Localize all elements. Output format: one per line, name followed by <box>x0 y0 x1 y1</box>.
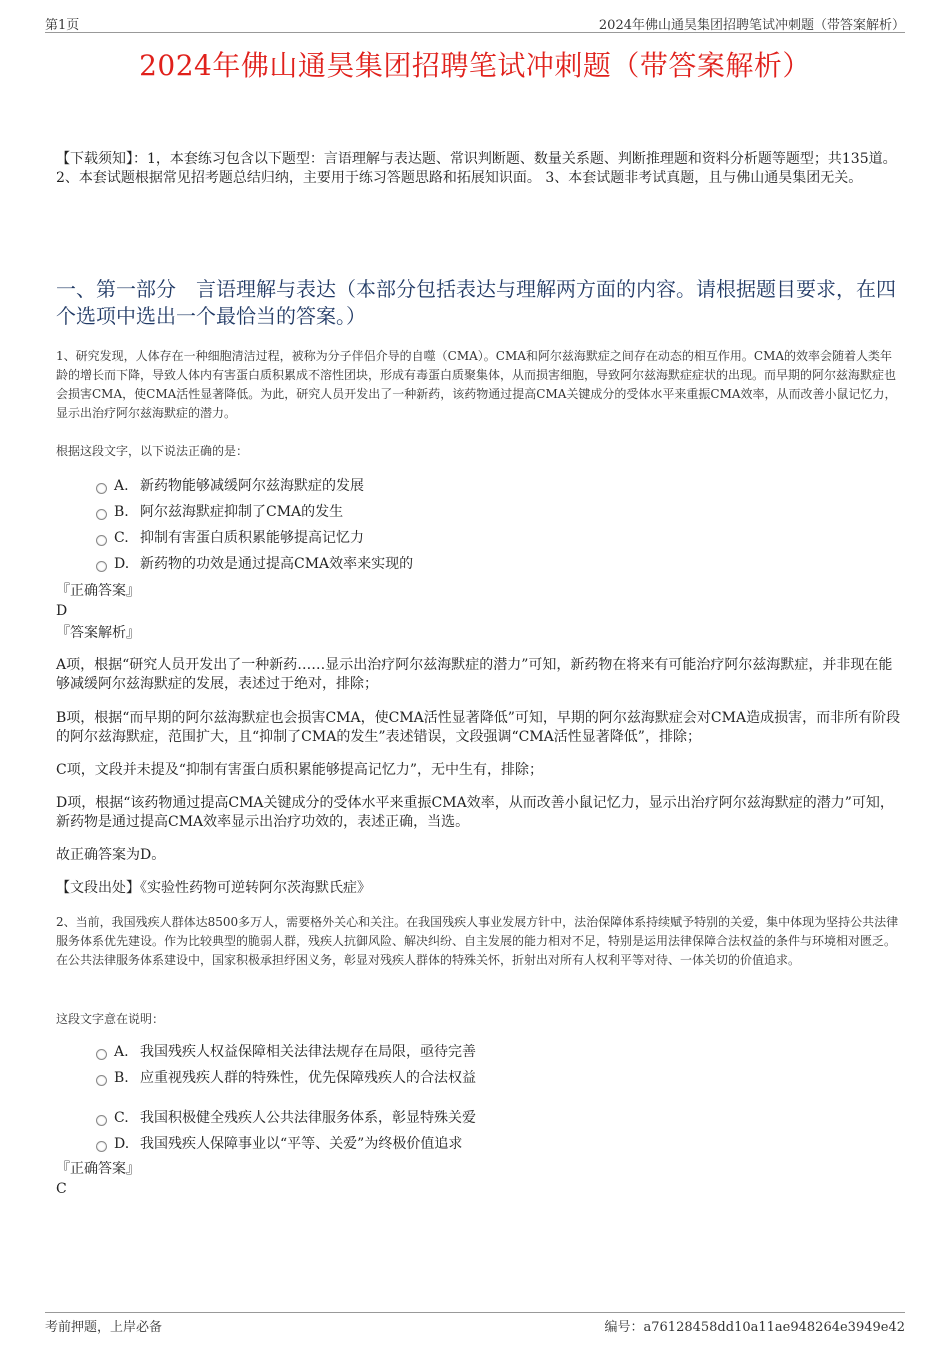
download-notice: 【下载须知】：1，本套练习包含以下题型：言语理解与表达题、常识判断题、数量关系题、判断推理题和资料分析题等题型；共135道。 2、本套试题根据常见招考题总结归纳，主要用于练习答题思路和拓展知识面。 3、本套试题非考试真题，且与佛山通昊集团无关。 <box>56 151 897 186</box>
section-heading: 一、第一部分 言语理解与表达（本部分包括表达与理解两方面的内容。请根据题目要求，在四个选项中选出一个最恰当的答案。） <box>56 277 896 328</box>
option-letter: A. <box>114 1044 129 1060</box>
page-header <box>45 14 905 33</box>
footer-slogan: 考前押题，上岸必备 <box>45 1320 163 1335</box>
option-letter: C. <box>114 1110 129 1126</box>
footer-code: 编号：a76128458dd10a11ae948264e3949e42 <box>604 1320 905 1335</box>
q1-conclusion: 故正确答案为D。 <box>56 847 166 863</box>
radio-icon[interactable] <box>96 509 107 520</box>
radio-icon[interactable] <box>96 561 107 572</box>
page-footer <box>45 1312 905 1333</box>
q1-option-c[interactable] <box>96 528 413 554</box>
question-2-prompt: 这段文字意在说明： <box>56 1012 165 1026</box>
q1-source: 【文段出处】《实验性药物可逆转阿尔茨海默氏症》 <box>56 880 371 896</box>
q1-analysis-d: D项，根据“该药物通过提高CMA关键成分的受体水平来重振CMA效率，从而改善小鼠记忆力，显示出治疗阿尔兹海默症的潜力”可知，新药物是通过提高CMA效率显示出治疗功效的，表述正确，当选。 <box>56 795 894 830</box>
option-letter: D. <box>114 1136 130 1152</box>
page-title: 2024年佛山通昊集团招聘笔试冲刺题（带答案解析） <box>139 49 811 82</box>
q1-option-a[interactable] <box>96 476 413 502</box>
radio-icon[interactable] <box>96 1049 107 1060</box>
q1-analysis-label: 『答案解析』 <box>56 625 140 641</box>
option-text: 抑制有害蛋白质积累能够提高记忆力 <box>140 530 364 546</box>
option-text: 我国残疾人保障事业以“平等、关爱”为终极价值追求 <box>140 1136 463 1152</box>
q2-option-b[interactable] <box>96 1068 476 1094</box>
option-text: 我国残疾人权益保障相关法律法规存在局限，亟待完善 <box>140 1044 476 1060</box>
q1-analysis-a: A项，根据“研究人员开发出了一种新药……显示出治疗阿尔兹海默症的潜力”可知，新药物在将来有可能治疗阿尔兹海默症，并非现在能够减缓阿尔兹海默症的发展，表述过于绝对，排除； <box>56 657 893 692</box>
question-2-options <box>96 1042 476 1160</box>
question-2-stem: 2、当前，我国残疾人群体达8500多万人，需要格外关心和关注。在我国残疾人事业发展方针中，法治保障体系持续赋予特别的关爱，集中体现为坚持公共法律服务体系优先建设。作为比较典型的脆弱人群，残疾人抗御风险、解决纠纷、自主发展的能力相对不足，特别是运用法律保障合法权益的条件与环境相对匮乏。在公共法律服务体系建设中，国家积极承担纾困义务，彰显对残疾人群体的特殊关怀，折射出对所有人权利平等对待、一体关切的价值追求。 <box>56 915 899 967</box>
q2-option-a[interactable] <box>96 1042 476 1068</box>
page-number: 第1页 <box>45 18 80 33</box>
q1-answer: D <box>56 603 68 619</box>
option-text: 新药物的功效是通过提高CMA效率来实现的 <box>140 556 414 572</box>
question-1-options <box>96 476 413 580</box>
q1-option-b[interactable] <box>96 502 413 528</box>
q1-answer-label: 『正确答案』 <box>56 583 140 599</box>
option-letter: D. <box>114 556 130 572</box>
radio-icon[interactable] <box>96 535 107 546</box>
option-letter: B. <box>114 504 129 520</box>
q1-analysis-b: B项，根据“而早期的阿尔兹海默症也会损害CMA，使CMA活性显著降低”可知，早期的阿尔兹海默症会对CMA造成损害，而非所有阶段的阿尔兹海默症，范围扩大，且“抑制了CMA的发生”表述错误，文段强调“CMA活性显著降低”，排除； <box>56 710 901 745</box>
q2-answer: C <box>56 1181 67 1197</box>
q2-option-d[interactable] <box>96 1134 476 1160</box>
question-1-stem: 1、研究发现，人体存在一种细胞清洁过程，被称为分子伴侣介导的自噬（CMA）。CMA和阿尔兹海默症之间存在动态的相互作用。CMA的效率会随着人类年龄的增长而下降，导致人体内有害蛋白质积累成不溶性团块，形成有毒蛋白质聚集体，从而损害细胞，导致阿尔兹海默症症状的出现。而早期的阿尔兹海默症也会损害CMA，使CMA活性显著降低。为此，研究人员开发出了一种新药，该药物通过提高CMA关键成分的受体水平来重振CMA效率，从而改善小鼠记忆力，显示出治疗阿尔兹海默症的潜力。 <box>56 349 897 420</box>
option-text: 新药物能够减缓阿尔兹海默症的发展 <box>140 478 364 494</box>
q2-answer-label: 『正确答案』 <box>56 1161 140 1177</box>
question-1-prompt: 根据这段文字，以下说法正确的是： <box>56 444 249 458</box>
header-doc-title: 2024年佛山通昊集团招聘笔试冲刺题（带答案解析） <box>598 18 905 33</box>
q1-analysis-c: C项，文段并未提及“抑制有害蛋白质积累能够提高记忆力”，无中生有，排除； <box>56 762 544 778</box>
radio-icon[interactable] <box>96 1141 107 1152</box>
option-letter: B. <box>114 1070 129 1086</box>
radio-icon[interactable] <box>96 483 107 494</box>
radio-icon[interactable] <box>96 1115 107 1126</box>
q1-option-d[interactable] <box>96 554 413 580</box>
option-text: 阿尔兹海默症抑制了CMA的发生 <box>140 504 344 520</box>
radio-icon[interactable] <box>96 1075 107 1086</box>
option-text: 应重视残疾人群的特殊性，优先保障残疾人的合法权益 <box>140 1070 476 1086</box>
q2-option-c[interactable] <box>96 1108 476 1134</box>
option-letter: A. <box>114 478 129 494</box>
option-letter: C. <box>114 530 129 546</box>
option-text: 我国积极健全残疾人公共法律服务体系，彰显特殊关爱 <box>140 1110 476 1126</box>
